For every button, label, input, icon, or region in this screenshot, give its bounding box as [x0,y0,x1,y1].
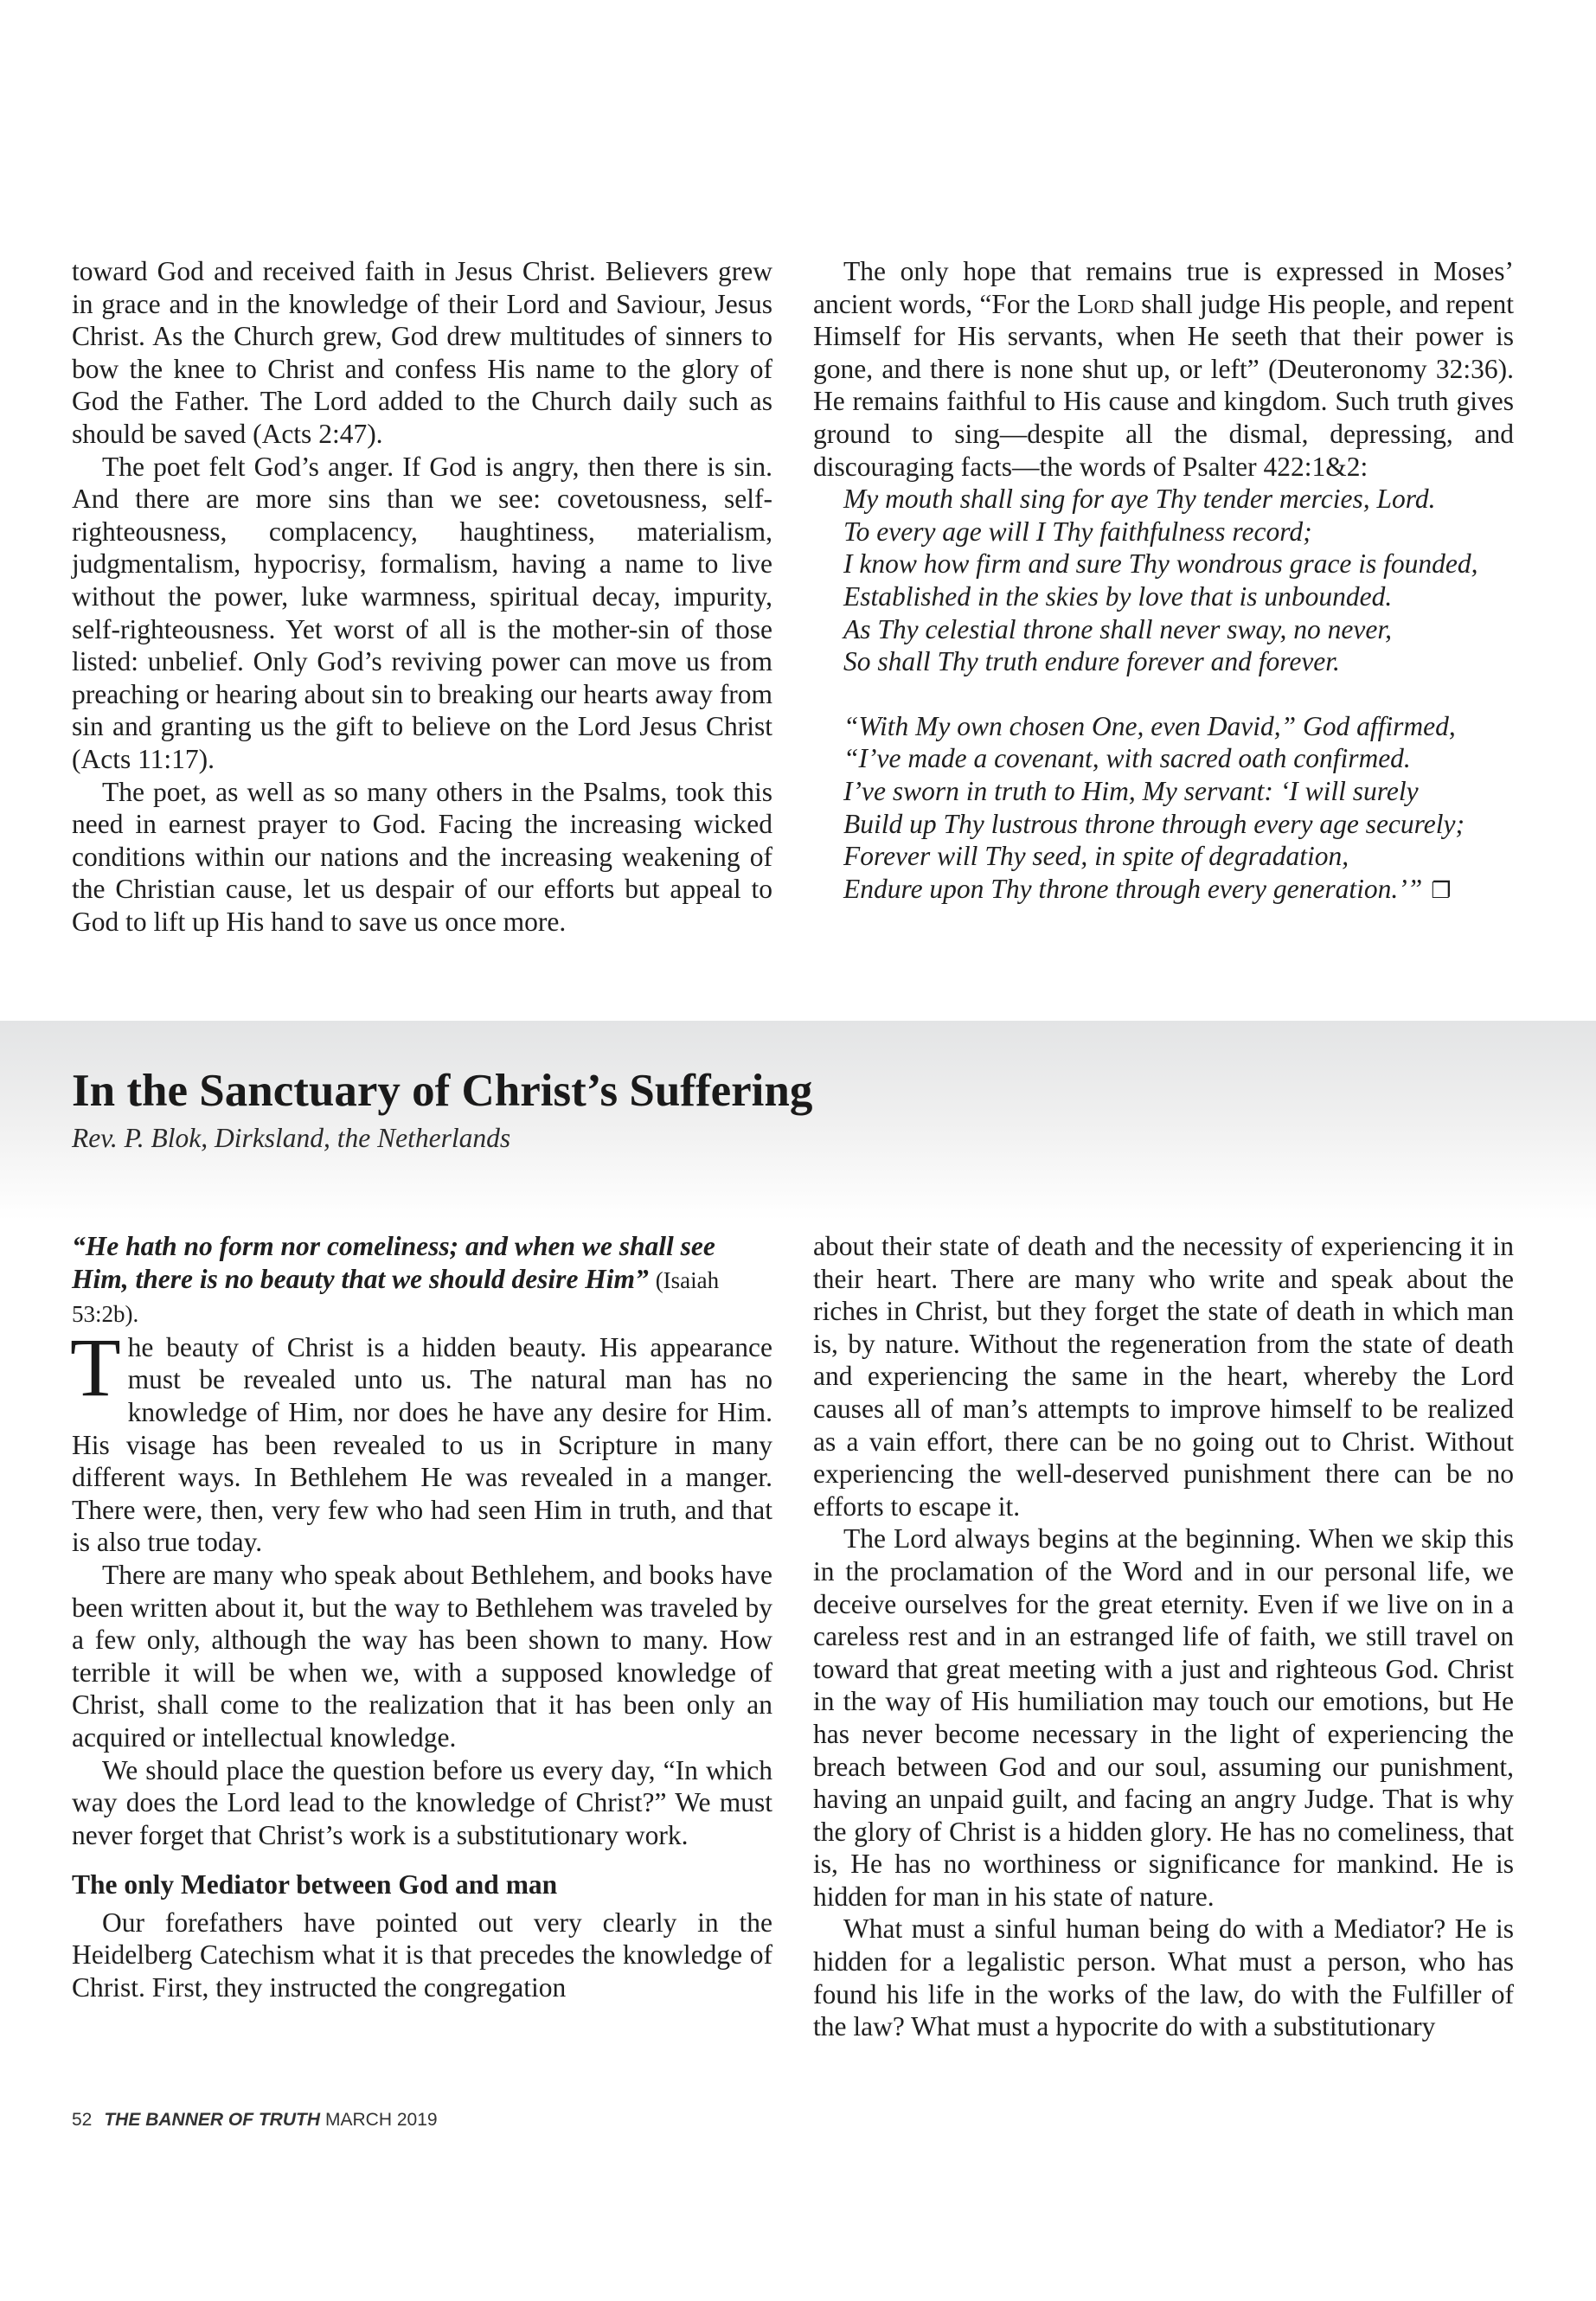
psalter-poem [843,483,1514,907]
body-paragraph: The poet felt God’s anger. If God is angry, then there is sin. And there are more sins than we see: covetousness, self-righteousness, complacency, haughtiness, materialism, judgmentalism, hypocrisy, formalism, having a name to live without the power, luke warmness, spiritual decay, impurity, self-righteousness. Yet worst of all is the mother-sin of those listed: unbelief. Only God’s reviving power can move us from preaching or hearing about sin to breaking our hearts away from sin and granting us the gift to believe on the Lord Jesus Christ (Acts 11:17). [72,451,772,774]
drop-cap: T [70,1320,121,1413]
article-right-column [813,1230,1514,2043]
text-run: The only hope that remains true is expressed in Moses’ ancient words, “For the [813,256,1514,319]
poem-line: Established in the skies by love that is unbounded. [843,580,1393,612]
body-paragraph: about their state of death and the necessity of experiencing it in their heart. There are many who write and speak about the riches in Christ, but they forget the state of death in which man is, by nature. Without the regeneration from the state of death and experiencing the same in the heart, whereby the Lord causes all of man’s attempts to improve himself to be realized as a vain effort, there can be no going out to Christ. Without experiencing the well-deserved punishment there can be no efforts to escape it. [813,1231,1514,1522]
body-paragraph: Our forefathers have pointed out very clearly in the Heidelberg Catechism what it is that precedes the knowledge of Christ. First, they instructed the congregation [72,1907,772,2003]
poem-line [843,873,1514,907]
poem-line: I know how firm and sure Thy wondrous grace is founded, [843,548,1478,580]
page-number: 52 [72,2110,93,2130]
body-paragraph: The Lord always begins at the beginning. When we skip this in the proclamation of the Word and in our personal life, we deceive ourselves for the great eternity. Even if we live on in a careless rest and in an estranged life of faith, we still travel on toward that great meeting with a just and righteous God. Christ in the way of His humiliation may touch our emotions, but He has never become necessary in the light of experiencing the breach between God and our soul, assuming our punishment, having an unpaid guilt, and facing an angry Judge. That is why the glory of Christ is a hidden glory. He has no comeliness, that is, He has no worthiness or significance for mankind. He is hidden for man in his state of nature. [813,1523,1514,1912]
text-run: shall judge His people, and repent Himself for His servants, when He seeth that their power is gone, and there is none shut up, or left” (Deuteronomy 32:36). He remains faithful to His cause and kingdom. Such truth gives ground to sing—despite all the dismal, depressing, and discouraging facts—the words of Psalter 422:1&2: [813,288,1515,482]
body-paragraph: toward God and received faith in Jesus Christ. Believers grew in grace and in the knowledge of their Lord and Saviour, Jesus Christ. As the Church grew, God drew multitudes of sinners to bow the knee to Christ and confess His name to the glory of God the Father. The Lord added to the Church daily such as should be saved (Acts 2:47). [72,256,772,449]
article-header-band [0,1021,1596,1220]
top-article-right-column [813,255,1514,907]
text-run: he beauty of Christ is a hidden beauty. His appearance must be revealed unto us. The natural man has no knowledge of Him, nor does he have any desire for Him. His visage has been revealed to us in Scripture in many different ways. In Bethlehem He was revealed in a manger. There were, then, very few who had seen Him in truth, and that is also true today. [72,1331,772,1558]
end-of-article-icon: ❐ [1431,877,1452,903]
poem-line: As Thy celestial throne shall never sway, no never, [843,613,1392,644]
poem-line-text: Endure upon Thy throne through every generation.’” [843,873,1423,904]
poem-line: “With My own chosen One, even David,” God affirmed, [843,710,1456,741]
epigraph [72,1230,772,1331]
article-left-column [72,1230,772,2004]
poem-line: To every age will I Thy faithfulness record; [843,516,1312,547]
stanza-gap [843,678,1514,710]
poem-line: I’ve sworn in truth to Him, My servant: ‘I will surely [843,775,1419,806]
body-paragraph [813,255,1514,483]
epigraph-reference: (Isaiah 53:2b). [72,1266,720,1328]
issue-date: MARCH 2019 [325,2110,438,2130]
epigraph-quote: “He hath no form nor comeliness; and when we shall see Him, there is no beauty that we should desire Him” [72,1231,715,1294]
poem-line: Forever will Thy seed, in spite of degradation, [843,841,1349,872]
poem-line: So shall Thy truth endure forever and forever. [843,646,1340,677]
body-paragraph: We should place the question before us every day, “In which way does the Lord lead to the knowledge of Christ?” We must never forget that Christ’s work is a substitutionary work. [72,1754,772,1850]
magazine-name: THE BANNER OF TRUTH [104,2110,321,2130]
poem-line: My mouth shall sing for aye Thy tender mercies, Lord. [843,484,1436,515]
body-paragraph: There are many who speak about Bethlehem, and books have been written about it, but the way to Bethlehem was traveled by a few only, although the way has been shown to many. How terrible it will be when we, with a supposed knowledge of Christ, shall come to the realization that it has been only an acquired or intellectual knowledge. [72,1559,772,1753]
lord-smallcaps: Lord [1077,288,1134,319]
body-paragraph: The poet, as well as so many others in the Psalms, took this need in earnest prayer to God. Facing the increasing wicked conditions within our nations and the increasing weakening of the Christian cause, let us despair of our efforts but appeal to God to lift up His hand to save us once more. [72,776,772,937]
article-title: In the Sanctuary of Christ’s Suffering [72,1066,813,1116]
article-byline: Rev. P. Blok, Dirksland, the Netherlands [72,1123,511,1153]
top-article-left-column [72,255,772,938]
poem-line: “I’ve made a covenant, with sacred oath confirmed. [843,743,1411,774]
body-paragraph: What must a sinful human being do with a Mediator? He is hidden for a legalistic person. What must a person, who has found his life in the works of the law, do with the Fulfiller of the law? What must a hypocrite do with a substitutionary [813,1913,1514,2042]
section-subheading: The only Mediator between God and man [72,1869,558,1900]
first-paragraph [70,1320,772,1559]
page-footer [72,2108,438,2132]
poem-line: Build up Thy lustrous throne through every age securely; [843,808,1465,839]
